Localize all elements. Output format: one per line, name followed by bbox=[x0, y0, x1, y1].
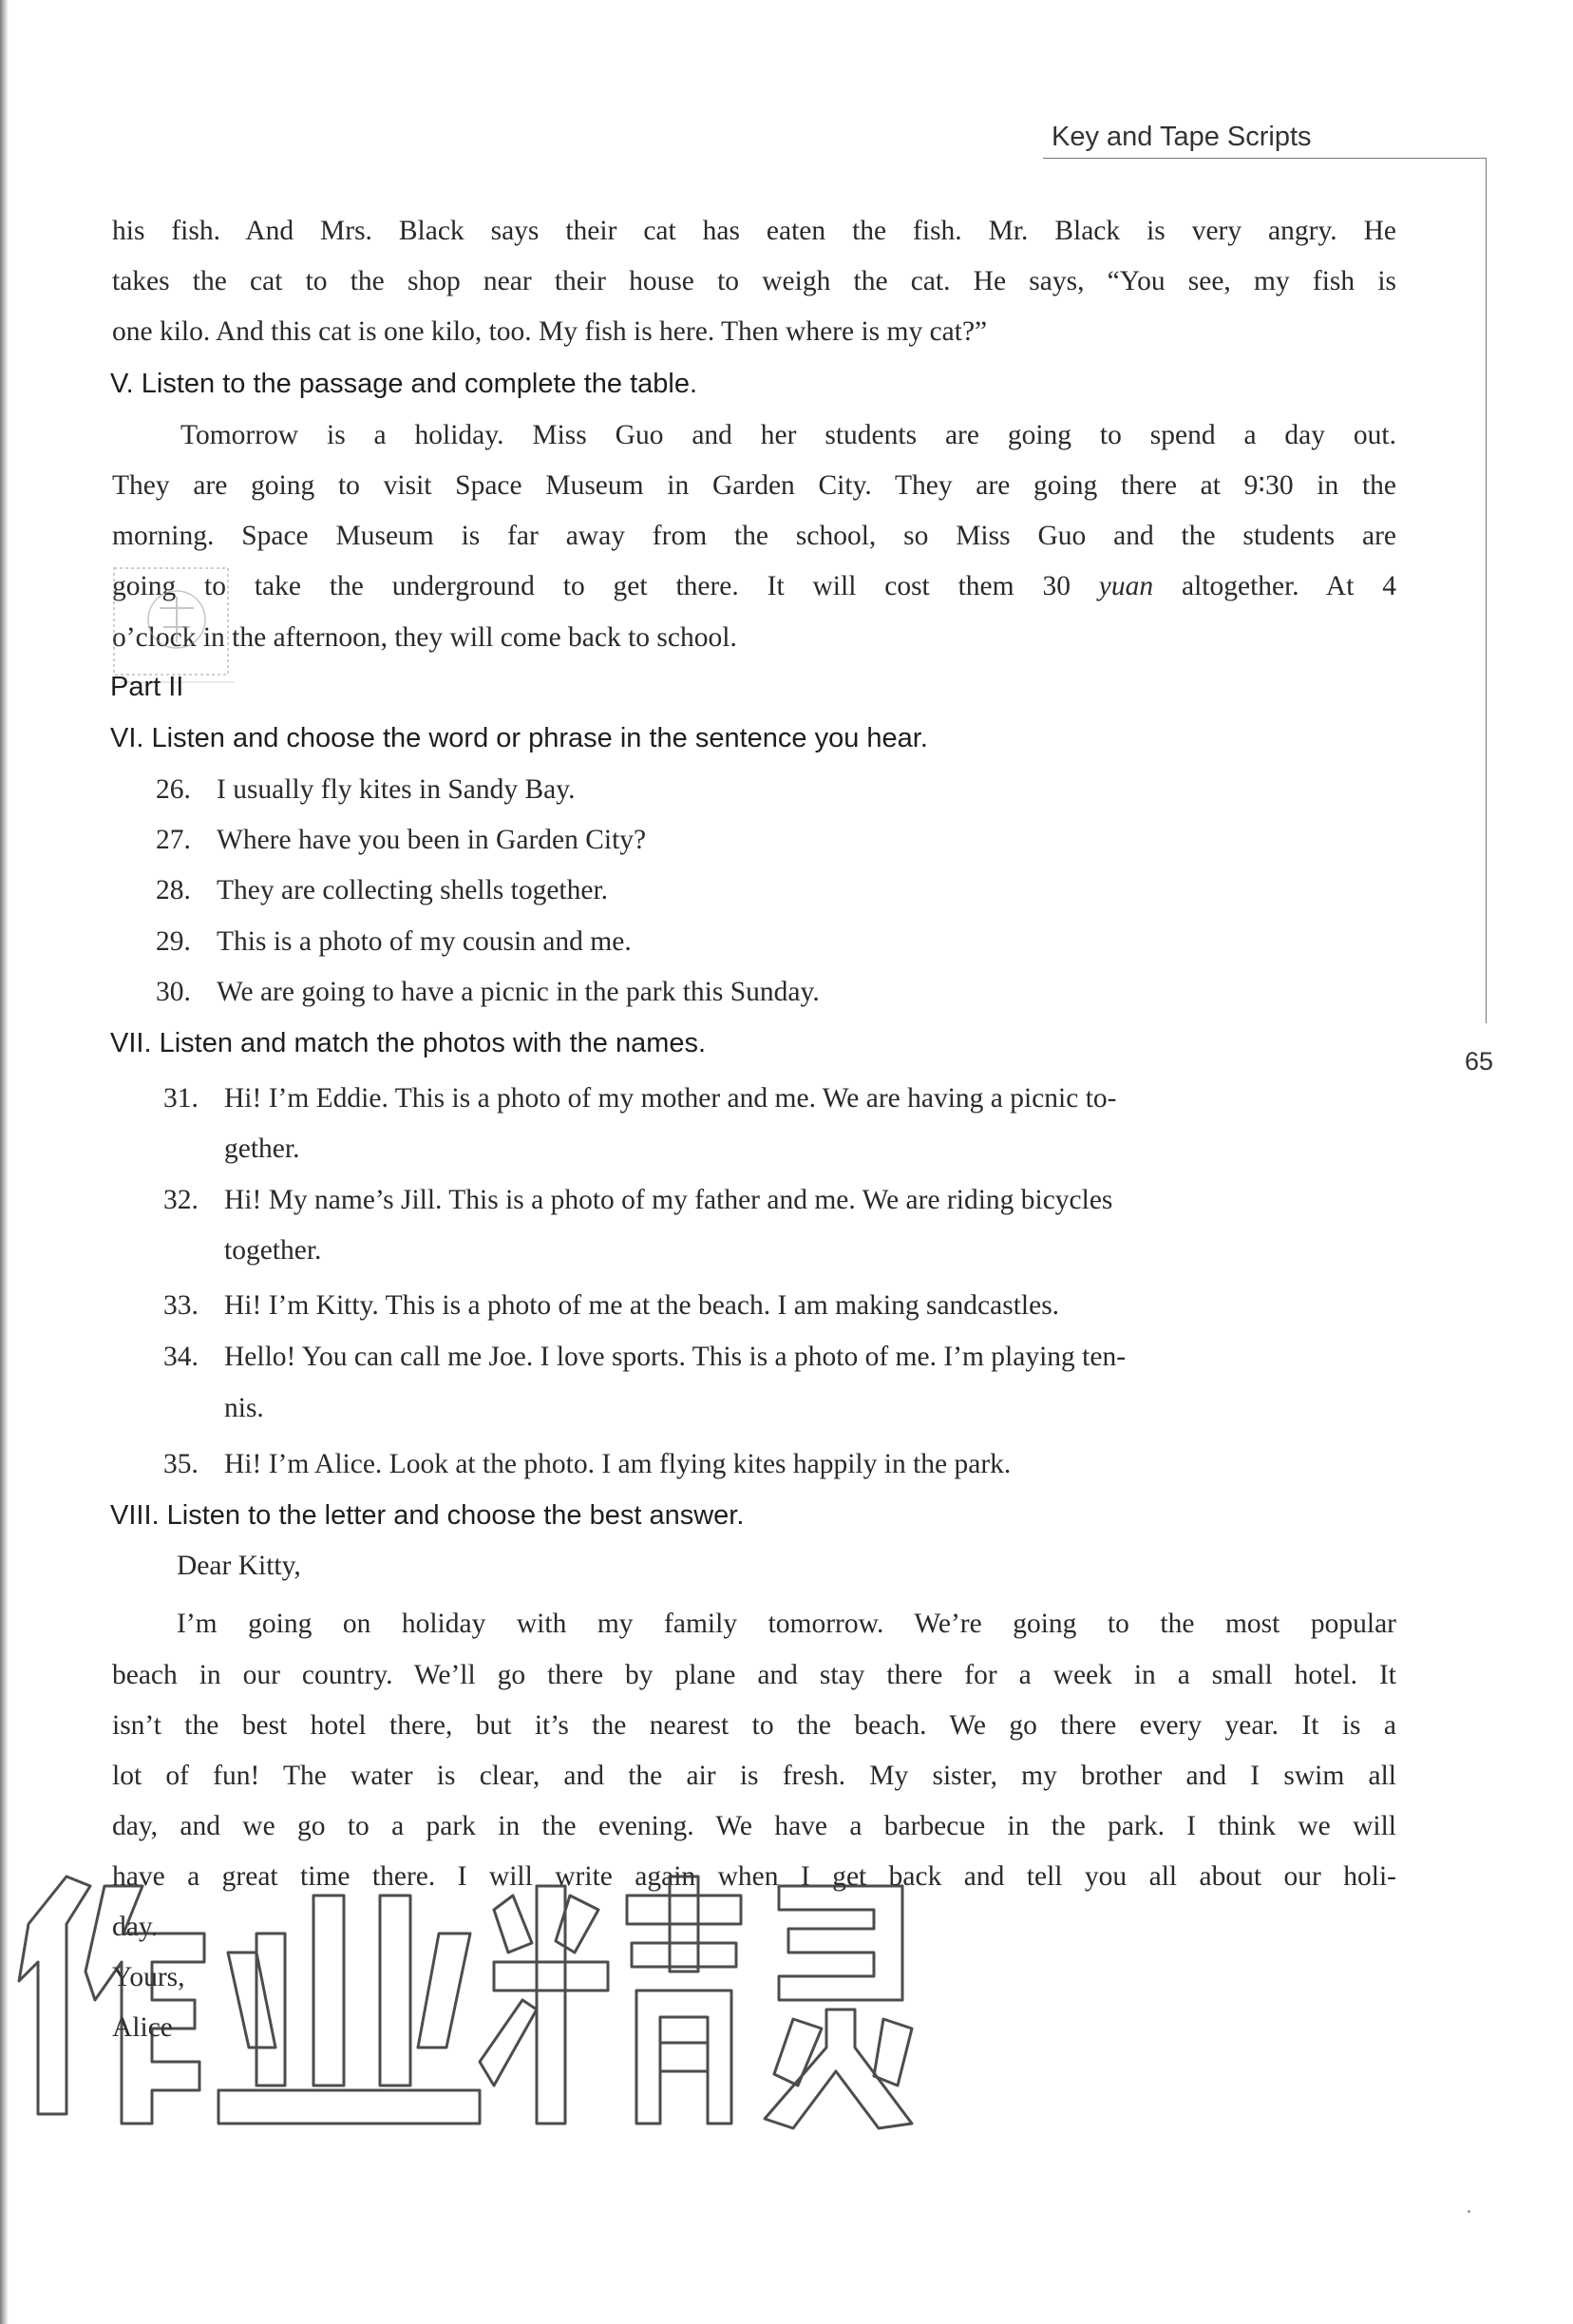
letter-line: day, and we go to a park in the evening. We have a barbecue in the park. I think we will bbox=[112, 1811, 1396, 1841]
page-number: 65 bbox=[1465, 1047, 1494, 1076]
passage-line: Tomorrow is a holiday. Miss Guo and her students are going to spend a day out. bbox=[180, 420, 1396, 450]
margin-rule bbox=[1486, 158, 1487, 1023]
list-item: 30. We are going to have a picnic in the park this Sunday. bbox=[156, 977, 820, 1007]
list-item: 26. I usually fly kites in Sandy Bay. bbox=[156, 774, 576, 805]
intro-line: one kilo. And this cat is one kilo, too. My fish is here. Then where is my cat?” bbox=[112, 316, 988, 347]
list-item: 33. Hi! I’m Kitty. This is a photo of me at the beach. I am making sandcastles. bbox=[163, 1290, 1060, 1321]
list-item: 27. Where have you been in Garden City? bbox=[156, 825, 647, 855]
passage-line: o’clock in the afternoon, they will come back to school. bbox=[112, 622, 737, 653]
list-item: 28. They are collecting shells together. bbox=[156, 875, 609, 905]
letter-greeting: Dear Kitty, bbox=[177, 1551, 301, 1581]
letter-closing: Yours, bbox=[112, 1962, 185, 1992]
header-rule bbox=[1043, 158, 1487, 159]
list-item: 31. Hi! I’m Eddie. This is a photo of my mother and me. We are having a picnic to- bbox=[163, 1083, 1117, 1114]
passage-line: going to take the underground to get there. It will cost them 30 yuan altogether. At 4 bbox=[112, 571, 1396, 601]
list-item: 34. Hello! You can call me Joe. I love sports. This is a photo of me. I’m playing ten- bbox=[163, 1342, 1127, 1372]
part-heading: Part II bbox=[110, 672, 184, 702]
list-item: 35. Hi! I’m Alice. Look at the photo. I am flying kites happily in the park. bbox=[163, 1449, 1012, 1479]
letter-line: day. bbox=[112, 1912, 159, 1942]
letter-signature: Alice bbox=[112, 2012, 173, 2043]
section-viii-heading: VIII. Listen to the letter and choose the best answer. bbox=[110, 1500, 745, 1531]
intro-line: his fish. And Mrs. Black says their cat has eaten the fish. Mr. Black is very angry. He bbox=[112, 216, 1396, 246]
intro-line: takes the cat to the shop near their house to weigh the cat. He says, “You see, my fish is bbox=[112, 266, 1396, 296]
letter-line: isn’t the best hotel there, but it’s the nearest to the beach. We go there every year. It is a bbox=[112, 1710, 1396, 1741]
currency-word: yuan bbox=[1098, 571, 1154, 601]
running-title: Key and Tape Scripts bbox=[1052, 122, 1312, 152]
list-item-continuation: nis. bbox=[224, 1393, 264, 1423]
scan-speck bbox=[1468, 2210, 1470, 2213]
letter-line: lot of fun! The water is clear, and the air is fresh. My sister, my brother and I swim all bbox=[112, 1761, 1396, 1791]
list-item-continuation: together. bbox=[224, 1235, 322, 1266]
letter-line: I’m going on holiday with my family tomorrow. We’re going to the most popular bbox=[177, 1609, 1396, 1639]
section-vii-heading: VII. Listen and match the photos with the names. bbox=[110, 1028, 707, 1058]
letter-line: have a great time there. I will write again when I get back and tell you all about our holi- bbox=[112, 1861, 1396, 1892]
passage-line: morning. Space Museum is far away from the school, so Miss Guo and the students are bbox=[112, 521, 1396, 551]
list-item: 29. This is a photo of my cousin and me. bbox=[156, 926, 632, 957]
passage-line: They are going to visit Space Museum in Garden City. They are going there at 9∶30 in the bbox=[112, 470, 1396, 501]
list-item: 32. Hi! My name’s Jill. This is a photo of my father and me. We are riding bicycles bbox=[163, 1185, 1113, 1215]
section-vi-heading: VI. Listen and choose the word or phrase in the sentence you hear. bbox=[110, 723, 928, 753]
watermark-logo bbox=[0, 1857, 931, 2143]
letter-line: beach in our country. We’ll go there by plane and stay there for a week in a small hotel. It bbox=[112, 1660, 1396, 1690]
section-v-heading: V. Listen to the passage and complete the table. bbox=[110, 369, 698, 399]
list-item-continuation: gether. bbox=[224, 1133, 300, 1164]
